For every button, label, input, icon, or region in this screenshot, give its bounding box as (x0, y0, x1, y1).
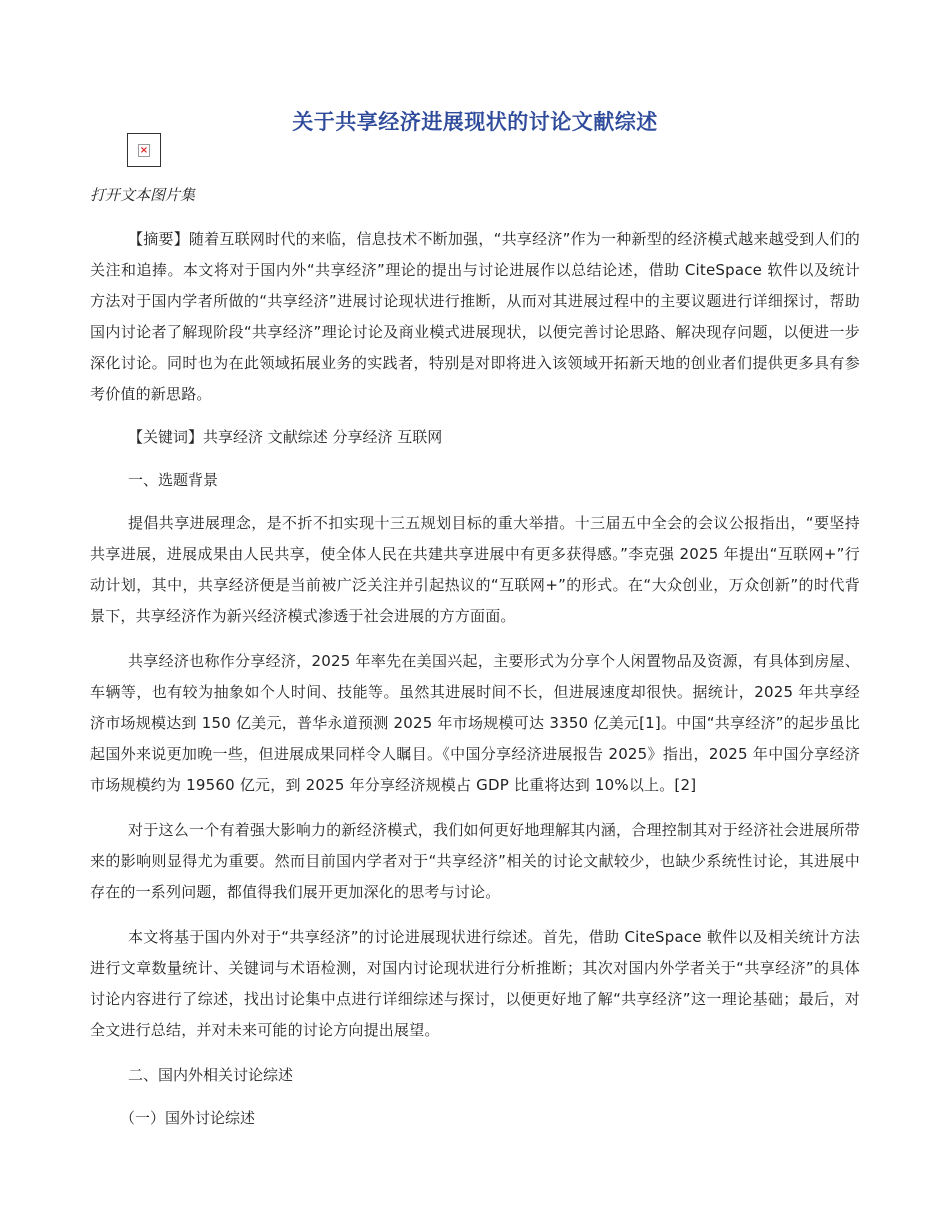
subsection-heading-foreign: （一）国外讨论综述 (120, 1109, 256, 1127)
section-heading-background: 一、选题背景 (128, 471, 219, 489)
body-paragraph: 共享经济也称作分享经济，2025 年率先在美国兴起，主要形式为分享个人闲置物品及资源，有具体到房屋、车辆等，也有较为抽象如个人时间、技能等。虽然其进展时间不长，但进展速度却很快。据统计，2025 年共享经济市场规模达到 150 亿美元，普华永道预测 2025 年市场规模可达 3350 亿美元[1]。中国“共享经济”的起步虽比起国外来说更加晚一些，但进展成果同样令人瞩目。《中国分享经济进展报告 2025》指出，2025 年中国分享经济市场规模约为 19560 亿元，到 2025 年分享经济规模占 GDP 比重将达到 10%以上。[2] (90, 652, 860, 794)
abstract-paragraph: 【摘要】随着互联网时代的来临，信息技术不断加强，“共享经济”作为一种新型的经济模式越来越受到人们的关注和追捧。本文将对于国内外“共享经济”理论的提出与讨论进展作以总结论述，借助 CiteSpace 软件以及统计方法对于国内学者所做的“共享经济”进展讨论现状进行推断，从而对其进展过程中的主要议题进行详细探讨，帮助国内讨论者了解现阶段“共享经济”理论讨论及商业模式进展现状，以便完善讨论思路、解决现存问题，以便进一步深化讨论。同时也为在此领域拓展业务的实践者，特别是对即将进入该领域开拓新天地的创业者们提供更多具有参考价值的新思路。 (90, 230, 860, 403)
open-image-gallery-link[interactable]: 打开文本图片集 (90, 186, 196, 204)
section-heading-review: 二、国内外相关讨论综述 (128, 1066, 294, 1084)
broken-image-icon: × (139, 144, 149, 156)
document-title: 关于共享经济进展现状的讨论文献综述 (292, 109, 658, 134)
body-paragraph: 提倡共享进展理念，是不折不扣实现十三五规划目标的重大举措。十三届五中全会的会议公报指出，“要坚持共享进展，进展成果由人民共享，使全体人民在共建共享进展中有更多获得感。”李克强 2025 年提出“互联网+”行动计划，其中，共享经济便是当前被广泛关注并引起热议的“互联网+”的形式。在“大众创业，万众创新”的时代背景下，共享经济作为新兴经济模式渗透于社会进展的方方面面。 (90, 514, 860, 625)
keywords-line: 【关键词】共享经济 文献综述 分享经济 互联网 (128, 428, 443, 446)
document-body (90, 224, 860, 1134)
body-paragraph: 对于这么一个有着强大影响力的新经济模式，我们如何更好地理解其内涵，合理控制其对于经济社会进展所带来的影响则显得尤为重要。然而目前国内学者对于“共享经济”相关的讨论文献较少，也缺少系统性讨论，其进展中存在的一系列问题，都值得我们展开更加深化的思考与讨论。 (90, 821, 860, 901)
broken-image-placeholder[interactable] (127, 133, 161, 167)
body-paragraph: 本文将基于国内外对于“共享经济”的讨论进展现状进行综述。首先，借助 CiteSpace 軟件以及相关统计方法进行文章数量统计、关键词与术语检测，对国内讨论现状进行分析推断；其次对国内外学者关于“共享经济”的具体讨论内容进行了综述，找出讨论集中点进行详细综述与探讨，以便更好地了解“共享经济”这一理论基础；最后，对全文进行总结，并对未来可能的讨论方向提出展望。 (90, 928, 860, 1039)
